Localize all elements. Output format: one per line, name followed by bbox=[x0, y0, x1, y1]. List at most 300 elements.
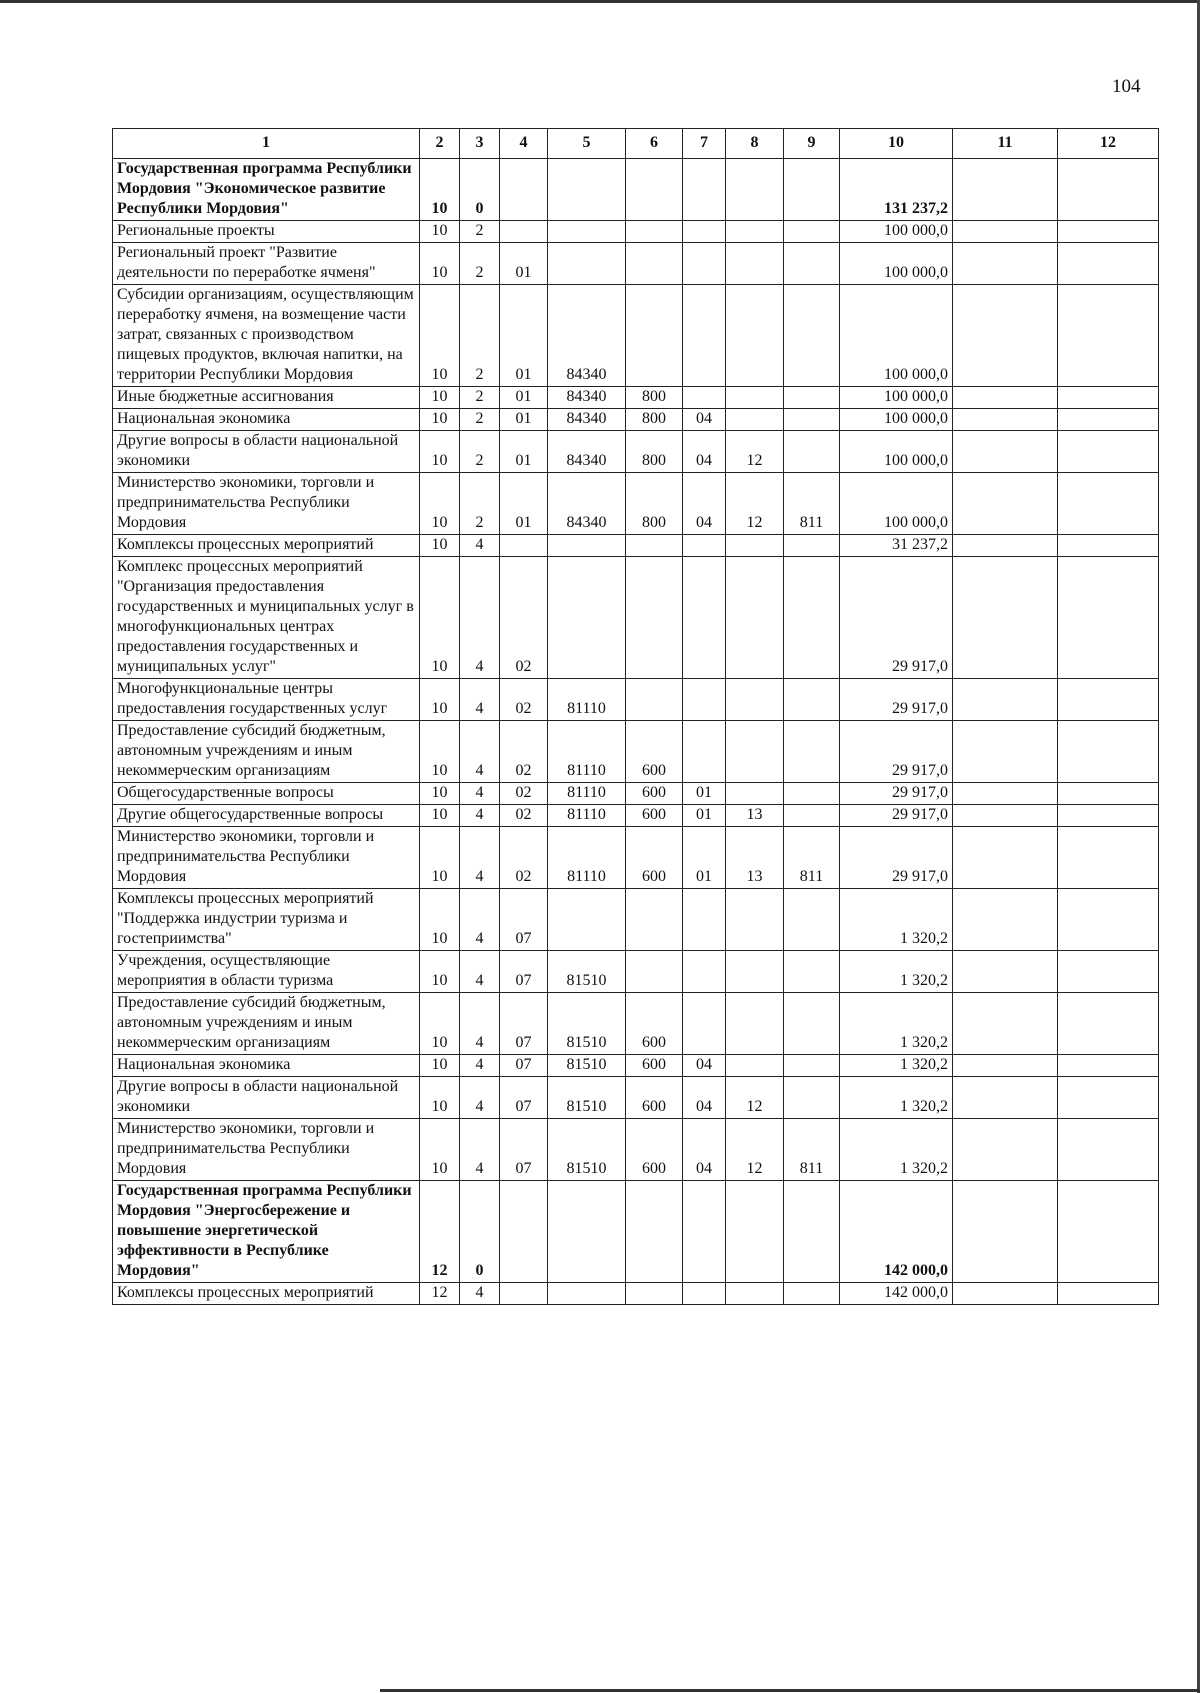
cell-col-8 bbox=[726, 409, 784, 431]
cell-col-8 bbox=[726, 721, 784, 783]
amount-cell: 29 917,0 bbox=[840, 557, 953, 679]
cell-col-6 bbox=[626, 535, 683, 557]
table-row bbox=[113, 1055, 1159, 1077]
cell-col-11 bbox=[953, 783, 1058, 805]
amount-cell: 1 320,2 bbox=[840, 993, 953, 1055]
cell-col-12 bbox=[1058, 387, 1159, 409]
column-header: 1 bbox=[113, 129, 420, 159]
cell-col-12 bbox=[1058, 951, 1159, 993]
row-name-cell: Региональные проекты bbox=[113, 221, 420, 243]
table-row bbox=[113, 159, 1159, 221]
amount-cell: 31 237,2 bbox=[840, 535, 953, 557]
cell-col-6 bbox=[626, 243, 683, 285]
amount-cell: 100 000,0 bbox=[840, 285, 953, 387]
cell-col-5: 81510 bbox=[548, 1119, 626, 1181]
cell-col-12 bbox=[1058, 409, 1159, 431]
row-name-cell: Другие вопросы в области национальной экономики bbox=[113, 1077, 420, 1119]
table-row bbox=[113, 285, 1159, 387]
cell-col-9 bbox=[784, 387, 840, 409]
cell-col-8 bbox=[726, 557, 784, 679]
cell-col-5: 81510 bbox=[548, 1055, 626, 1077]
cell-col-4: 07 bbox=[500, 889, 548, 951]
cell-col-7: 04 bbox=[683, 1077, 726, 1119]
cell-col-3: 0 bbox=[460, 159, 500, 221]
row-name-cell: Многофункциональные центры предоставления государственных услуг bbox=[113, 679, 420, 721]
column-header: 8 bbox=[726, 129, 784, 159]
cell-col-9 bbox=[784, 285, 840, 387]
cell-col-5: 81110 bbox=[548, 679, 626, 721]
budget-table bbox=[112, 128, 1159, 1305]
cell-col-12 bbox=[1058, 827, 1159, 889]
cell-col-6: 600 bbox=[626, 1055, 683, 1077]
table-row bbox=[113, 535, 1159, 557]
cell-col-3: 2 bbox=[460, 387, 500, 409]
cell-col-4 bbox=[500, 159, 548, 221]
scan-border-bottom bbox=[380, 1689, 1200, 1692]
cell-col-7 bbox=[683, 951, 726, 993]
cell-col-2: 10 bbox=[420, 889, 460, 951]
cell-col-7 bbox=[683, 1283, 726, 1305]
cell-col-7: 04 bbox=[683, 431, 726, 473]
cell-col-6: 600 bbox=[626, 783, 683, 805]
table-row bbox=[113, 993, 1159, 1055]
table-row bbox=[113, 1119, 1159, 1181]
cell-col-2: 12 bbox=[420, 1181, 460, 1283]
table-row bbox=[113, 221, 1159, 243]
cell-col-11 bbox=[953, 1181, 1058, 1283]
row-name-cell: Предоставление субсидий бюджетным, автономным учреждениям и иным некоммерческим организациям bbox=[113, 993, 420, 1055]
cell-col-8 bbox=[726, 1181, 784, 1283]
row-name-cell: Министерство экономики, торговли и предпринимательства Республики Мордовия bbox=[113, 1119, 420, 1181]
cell-col-4 bbox=[500, 1283, 548, 1305]
amount-cell: 1 320,2 bbox=[840, 889, 953, 951]
cell-col-11 bbox=[953, 1055, 1058, 1077]
cell-col-2: 10 bbox=[420, 951, 460, 993]
cell-col-6 bbox=[626, 889, 683, 951]
cell-col-5 bbox=[548, 535, 626, 557]
cell-col-9 bbox=[784, 409, 840, 431]
cell-col-5: 84340 bbox=[548, 387, 626, 409]
cell-col-7 bbox=[683, 387, 726, 409]
cell-col-7: 04 bbox=[683, 409, 726, 431]
cell-col-12 bbox=[1058, 285, 1159, 387]
cell-col-5: 81110 bbox=[548, 721, 626, 783]
cell-col-3: 4 bbox=[460, 783, 500, 805]
cell-col-8: 12 bbox=[726, 1119, 784, 1181]
amount-cell: 100 000,0 bbox=[840, 473, 953, 535]
cell-col-9 bbox=[784, 1055, 840, 1077]
cell-col-6: 800 bbox=[626, 409, 683, 431]
cell-col-9 bbox=[784, 535, 840, 557]
cell-col-6: 800 bbox=[626, 387, 683, 409]
cell-col-2: 10 bbox=[420, 243, 460, 285]
cell-col-4 bbox=[500, 1181, 548, 1283]
cell-col-3: 0 bbox=[460, 1181, 500, 1283]
cell-col-6: 600 bbox=[626, 993, 683, 1055]
cell-col-4: 02 bbox=[500, 557, 548, 679]
cell-col-8: 12 bbox=[726, 431, 784, 473]
cell-col-2: 10 bbox=[420, 159, 460, 221]
cell-col-4 bbox=[500, 535, 548, 557]
cell-col-5: 81110 bbox=[548, 827, 626, 889]
cell-col-8 bbox=[726, 387, 784, 409]
cell-col-3: 2 bbox=[460, 285, 500, 387]
cell-col-9 bbox=[784, 889, 840, 951]
row-name-cell: Национальная экономика bbox=[113, 409, 420, 431]
cell-col-8 bbox=[726, 889, 784, 951]
cell-col-8: 13 bbox=[726, 827, 784, 889]
cell-col-4: 02 bbox=[500, 721, 548, 783]
cell-col-4: 01 bbox=[500, 409, 548, 431]
cell-col-12 bbox=[1058, 805, 1159, 827]
cell-col-9 bbox=[784, 993, 840, 1055]
scan-border-top bbox=[0, 0, 1200, 3]
cell-col-7 bbox=[683, 535, 726, 557]
cell-col-8: 12 bbox=[726, 473, 784, 535]
cell-col-12 bbox=[1058, 535, 1159, 557]
cell-col-3: 2 bbox=[460, 473, 500, 535]
cell-col-5: 81510 bbox=[548, 1077, 626, 1119]
column-header: 11 bbox=[953, 129, 1058, 159]
cell-col-4: 02 bbox=[500, 679, 548, 721]
row-name-cell: Комплекс процессных мероприятий "Организация предоставления государственных и муниципальных услуг в многофункциональных центрах предоставления государственных и муниципальных услуг" bbox=[113, 557, 420, 679]
cell-col-8 bbox=[726, 243, 784, 285]
cell-col-8: 12 bbox=[726, 1077, 784, 1119]
cell-col-7: 01 bbox=[683, 827, 726, 889]
row-name-cell: Общегосударственные вопросы bbox=[113, 783, 420, 805]
cell-col-6 bbox=[626, 679, 683, 721]
cell-col-4: 01 bbox=[500, 243, 548, 285]
cell-col-4: 01 bbox=[500, 431, 548, 473]
cell-col-2: 10 bbox=[420, 783, 460, 805]
cell-col-12 bbox=[1058, 221, 1159, 243]
cell-col-11 bbox=[953, 1119, 1058, 1181]
cell-col-11 bbox=[953, 409, 1058, 431]
cell-col-7 bbox=[683, 557, 726, 679]
cell-col-9: 811 bbox=[784, 827, 840, 889]
row-name-cell: Региональный проект "Развитие деятельности по переработке ячменя" bbox=[113, 243, 420, 285]
amount-cell: 100 000,0 bbox=[840, 409, 953, 431]
cell-col-8 bbox=[726, 535, 784, 557]
cell-col-8 bbox=[726, 1055, 784, 1077]
cell-col-11 bbox=[953, 1077, 1058, 1119]
cell-col-2: 12 bbox=[420, 1283, 460, 1305]
cell-col-3: 4 bbox=[460, 827, 500, 889]
cell-col-7 bbox=[683, 159, 726, 221]
table-row bbox=[113, 243, 1159, 285]
cell-col-7: 04 bbox=[683, 1055, 726, 1077]
row-name-cell: Другие вопросы в области национальной экономики bbox=[113, 431, 420, 473]
cell-col-7 bbox=[683, 285, 726, 387]
cell-col-2: 10 bbox=[420, 387, 460, 409]
cell-col-11 bbox=[953, 535, 1058, 557]
cell-col-2: 10 bbox=[420, 431, 460, 473]
cell-col-3: 4 bbox=[460, 805, 500, 827]
row-name-cell: Государственная программа Республики Мордовия "Экономическое развитие Республики Мордовия" bbox=[113, 159, 420, 221]
cell-col-6 bbox=[626, 285, 683, 387]
cell-col-2: 10 bbox=[420, 805, 460, 827]
cell-col-8 bbox=[726, 285, 784, 387]
cell-col-6: 600 bbox=[626, 1077, 683, 1119]
cell-col-12 bbox=[1058, 473, 1159, 535]
column-header: 7 bbox=[683, 129, 726, 159]
table-row bbox=[113, 827, 1159, 889]
cell-col-9 bbox=[784, 1283, 840, 1305]
table-row bbox=[113, 1181, 1159, 1283]
cell-col-6: 600 bbox=[626, 827, 683, 889]
amount-cell: 29 917,0 bbox=[840, 783, 953, 805]
cell-col-5 bbox=[548, 889, 626, 951]
cell-col-7 bbox=[683, 1181, 726, 1283]
cell-col-5 bbox=[548, 1181, 626, 1283]
cell-col-9 bbox=[784, 721, 840, 783]
cell-col-11 bbox=[953, 221, 1058, 243]
cell-col-5 bbox=[548, 243, 626, 285]
table-row bbox=[113, 783, 1159, 805]
table-row bbox=[113, 679, 1159, 721]
row-name-cell: Национальная экономика bbox=[113, 1055, 420, 1077]
row-name-cell: Субсидии организациям, осуществляющим переработку ячменя, на возмещение части затрат, связанных с производством пищевых продуктов, включая напитки, на территории Республики Мордовия bbox=[113, 285, 420, 387]
cell-col-8 bbox=[726, 951, 784, 993]
cell-col-12 bbox=[1058, 783, 1159, 805]
cell-col-5 bbox=[548, 557, 626, 679]
cell-col-2: 10 bbox=[420, 557, 460, 679]
cell-col-11 bbox=[953, 889, 1058, 951]
cell-col-8: 13 bbox=[726, 805, 784, 827]
table-body bbox=[113, 159, 1159, 1305]
amount-cell: 1 320,2 bbox=[840, 1119, 953, 1181]
cell-col-12 bbox=[1058, 1181, 1159, 1283]
table-row bbox=[113, 889, 1159, 951]
cell-col-7 bbox=[683, 721, 726, 783]
row-name-cell: Министерство экономики, торговли и предпринимательства Республики Мордовия bbox=[113, 827, 420, 889]
cell-col-4: 01 bbox=[500, 285, 548, 387]
cell-col-3: 4 bbox=[460, 951, 500, 993]
cell-col-4: 02 bbox=[500, 805, 548, 827]
column-header: 4 bbox=[500, 129, 548, 159]
cell-col-12 bbox=[1058, 1055, 1159, 1077]
cell-col-6 bbox=[626, 557, 683, 679]
cell-col-9 bbox=[784, 1077, 840, 1119]
cell-col-11 bbox=[953, 951, 1058, 993]
column-header: 12 bbox=[1058, 129, 1159, 159]
cell-col-12 bbox=[1058, 679, 1159, 721]
table-row bbox=[113, 805, 1159, 827]
cell-col-6 bbox=[626, 1283, 683, 1305]
cell-col-3: 4 bbox=[460, 1055, 500, 1077]
table-row bbox=[113, 951, 1159, 993]
cell-col-11 bbox=[953, 473, 1058, 535]
cell-col-2: 10 bbox=[420, 285, 460, 387]
column-header: 6 bbox=[626, 129, 683, 159]
cell-col-7 bbox=[683, 679, 726, 721]
cell-col-3: 4 bbox=[460, 1283, 500, 1305]
table-row bbox=[113, 1077, 1159, 1119]
column-header: 9 bbox=[784, 129, 840, 159]
cell-col-9 bbox=[784, 951, 840, 993]
cell-col-3: 4 bbox=[460, 679, 500, 721]
cell-col-8 bbox=[726, 221, 784, 243]
cell-col-2: 10 bbox=[420, 827, 460, 889]
cell-col-8 bbox=[726, 679, 784, 721]
cell-col-11 bbox=[953, 431, 1058, 473]
cell-col-6 bbox=[626, 1181, 683, 1283]
cell-col-2: 10 bbox=[420, 221, 460, 243]
cell-col-5: 84340 bbox=[548, 409, 626, 431]
column-header: 2 bbox=[420, 129, 460, 159]
cell-col-4: 02 bbox=[500, 827, 548, 889]
cell-col-6: 600 bbox=[626, 1119, 683, 1181]
cell-col-7 bbox=[683, 889, 726, 951]
cell-col-4 bbox=[500, 221, 548, 243]
cell-col-2: 10 bbox=[420, 473, 460, 535]
row-name-cell: Учреждения, осуществляющие мероприятия в области туризма bbox=[113, 951, 420, 993]
amount-cell: 131 237,2 bbox=[840, 159, 953, 221]
cell-col-12 bbox=[1058, 1077, 1159, 1119]
amount-cell: 1 320,2 bbox=[840, 951, 953, 993]
cell-col-9: 811 bbox=[784, 473, 840, 535]
cell-col-8 bbox=[726, 783, 784, 805]
page-number: 104 bbox=[1112, 76, 1141, 97]
cell-col-5: 84340 bbox=[548, 431, 626, 473]
amount-cell: 29 917,0 bbox=[840, 805, 953, 827]
cell-col-7 bbox=[683, 993, 726, 1055]
cell-col-11 bbox=[953, 243, 1058, 285]
cell-col-6 bbox=[626, 951, 683, 993]
cell-col-5 bbox=[548, 1283, 626, 1305]
cell-col-2: 10 bbox=[420, 679, 460, 721]
cell-col-12 bbox=[1058, 243, 1159, 285]
cell-col-8 bbox=[726, 993, 784, 1055]
amount-cell: 1 320,2 bbox=[840, 1077, 953, 1119]
cell-col-2: 10 bbox=[420, 1077, 460, 1119]
amount-cell: 29 917,0 bbox=[840, 679, 953, 721]
cell-col-12 bbox=[1058, 993, 1159, 1055]
cell-col-2: 10 bbox=[420, 535, 460, 557]
cell-col-9 bbox=[784, 783, 840, 805]
cell-col-7 bbox=[683, 243, 726, 285]
cell-col-4: 01 bbox=[500, 473, 548, 535]
column-header: 5 bbox=[548, 129, 626, 159]
cell-col-2: 10 bbox=[420, 1055, 460, 1077]
cell-col-6: 600 bbox=[626, 721, 683, 783]
cell-col-11 bbox=[953, 1283, 1058, 1305]
cell-col-2: 10 bbox=[420, 1119, 460, 1181]
cell-col-11 bbox=[953, 679, 1058, 721]
amount-cell: 29 917,0 bbox=[840, 721, 953, 783]
cell-col-7: 01 bbox=[683, 805, 726, 827]
cell-col-6: 600 bbox=[626, 805, 683, 827]
cell-col-8 bbox=[726, 159, 784, 221]
cell-col-3: 4 bbox=[460, 993, 500, 1055]
cell-col-5: 81110 bbox=[548, 783, 626, 805]
cell-col-9 bbox=[784, 159, 840, 221]
cell-col-9 bbox=[784, 679, 840, 721]
table-row bbox=[113, 1283, 1159, 1305]
cell-col-12 bbox=[1058, 889, 1159, 951]
amount-cell: 1 320,2 bbox=[840, 1055, 953, 1077]
cell-col-12 bbox=[1058, 557, 1159, 679]
table-row bbox=[113, 721, 1159, 783]
cell-col-9 bbox=[784, 805, 840, 827]
cell-col-7 bbox=[683, 221, 726, 243]
amount-cell: 142 000,0 bbox=[840, 1181, 953, 1283]
cell-col-12 bbox=[1058, 1119, 1159, 1181]
cell-col-9 bbox=[784, 431, 840, 473]
cell-col-3: 4 bbox=[460, 557, 500, 679]
row-name-cell: Иные бюджетные ассигнования bbox=[113, 387, 420, 409]
table-row bbox=[113, 387, 1159, 409]
amount-cell: 29 917,0 bbox=[840, 827, 953, 889]
cell-col-3: 4 bbox=[460, 889, 500, 951]
cell-col-6: 800 bbox=[626, 431, 683, 473]
row-name-cell: Государственная программа Республики Мордовия "Энергосбережение и повышение энергетической эффективности в Республике Мордовия" bbox=[113, 1181, 420, 1283]
cell-col-4: 01 bbox=[500, 387, 548, 409]
cell-col-4: 07 bbox=[500, 1119, 548, 1181]
row-name-cell: Комплексы процессных мероприятий bbox=[113, 1283, 420, 1305]
cell-col-4: 02 bbox=[500, 783, 548, 805]
table-row bbox=[113, 409, 1159, 431]
column-header: 10 bbox=[840, 129, 953, 159]
cell-col-11 bbox=[953, 387, 1058, 409]
row-name-cell: Комплексы процессных мероприятий "Поддержка индустрии туризма и гостеприимства" bbox=[113, 889, 420, 951]
table-row bbox=[113, 431, 1159, 473]
amount-cell: 142 000,0 bbox=[840, 1283, 953, 1305]
cell-col-3: 4 bbox=[460, 721, 500, 783]
cell-col-11 bbox=[953, 721, 1058, 783]
row-name-cell: Министерство экономики, торговли и предпринимательства Республики Мордовия bbox=[113, 473, 420, 535]
cell-col-3: 4 bbox=[460, 535, 500, 557]
cell-col-12 bbox=[1058, 159, 1159, 221]
cell-col-5 bbox=[548, 159, 626, 221]
cell-col-2: 10 bbox=[420, 721, 460, 783]
cell-col-2: 10 bbox=[420, 993, 460, 1055]
cell-col-5: 81510 bbox=[548, 951, 626, 993]
cell-col-12 bbox=[1058, 1283, 1159, 1305]
amount-cell: 100 000,0 bbox=[840, 243, 953, 285]
row-name-cell: Другие общегосударственные вопросы bbox=[113, 805, 420, 827]
cell-col-5 bbox=[548, 221, 626, 243]
cell-col-11 bbox=[953, 285, 1058, 387]
cell-col-8 bbox=[726, 1283, 784, 1305]
table-row bbox=[113, 557, 1159, 679]
cell-col-12 bbox=[1058, 721, 1159, 783]
cell-col-7: 04 bbox=[683, 1119, 726, 1181]
cell-col-6 bbox=[626, 159, 683, 221]
table-row bbox=[113, 473, 1159, 535]
cell-col-11 bbox=[953, 993, 1058, 1055]
amount-cell: 100 000,0 bbox=[840, 387, 953, 409]
cell-col-3: 4 bbox=[460, 1077, 500, 1119]
cell-col-7: 04 bbox=[683, 473, 726, 535]
cell-col-5: 84340 bbox=[548, 473, 626, 535]
cell-col-3: 2 bbox=[460, 431, 500, 473]
column-header: 3 bbox=[460, 129, 500, 159]
table-header-row bbox=[113, 129, 1159, 159]
cell-col-4: 07 bbox=[500, 951, 548, 993]
amount-cell: 100 000,0 bbox=[840, 431, 953, 473]
cell-col-5: 81110 bbox=[548, 805, 626, 827]
cell-col-11 bbox=[953, 827, 1058, 889]
cell-col-9 bbox=[784, 243, 840, 285]
cell-col-12 bbox=[1058, 431, 1159, 473]
cell-col-5: 84340 bbox=[548, 285, 626, 387]
cell-col-11 bbox=[953, 557, 1058, 679]
cell-col-9: 811 bbox=[784, 1119, 840, 1181]
cell-col-11 bbox=[953, 159, 1058, 221]
cell-col-9 bbox=[784, 557, 840, 679]
cell-col-9 bbox=[784, 221, 840, 243]
